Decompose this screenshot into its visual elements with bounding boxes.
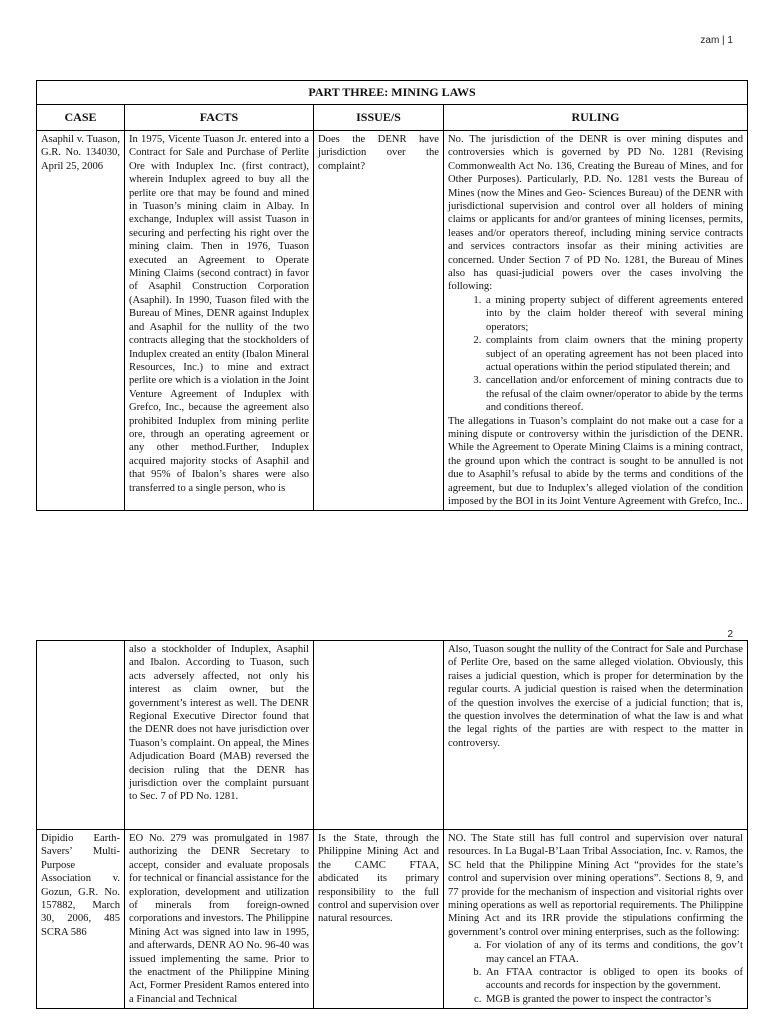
table-row <box>37 641 748 830</box>
column-header-case: CASE <box>37 105 125 131</box>
facts-cell <box>125 131 314 511</box>
facts-text: EO No. 279 was promulgated in 1987 authorizing the DENR Secretary to accept, consider and evaluate proposals for technical or financial assistance for the exploration, development and utilization of minerals from foreign-owned corporations and investors. The Philippine Mining Act was signed into law in 1995, and afterwards, DENR AO No. 96-40 was issued implementing the same. Prior to the enactment of the Philippine Mining Act, Former President Ramos entered into a Financial and Technical <box>129 833 310 1005</box>
issue-text: Does the DENR have jurisdiction over the complaint? <box>318 134 439 172</box>
case-cell <box>37 131 125 511</box>
page-number: 2 <box>727 629 733 640</box>
ruling-cell <box>444 641 748 830</box>
ruling-cell <box>444 830 748 1009</box>
case-cell <box>37 641 125 830</box>
list-item: b. An FTAA contractor is obliged to open its books of accounts and records for inspection by the government. <box>484 966 743 993</box>
column-header-facts: FACTS <box>125 105 314 131</box>
list-item: c. MGB is granted the power to inspect the contractor’s <box>484 993 743 1006</box>
ruling-text: Also, Tuason sought the nullity of the Contract for Sale and Purchase of Perlite Ore, based on the same alleged violation. Obviously, this raises a judicial question, which is proper for determination by the regular courts. A judicial question is raised when the determination of the question involves the exercise of a judicial function; that is, the question involves the determination of what the law is and what the legal rights of the parties are with respect to the matter in controversy. <box>448 644 743 749</box>
part-title: PART THREE: MINING LAWS <box>37 81 748 105</box>
case-cell <box>37 830 125 1009</box>
mining-laws-table-page2 <box>36 640 748 1009</box>
issue-cell <box>314 641 444 830</box>
column-header-ruling: RULING <box>444 105 748 131</box>
issue-cell <box>314 131 444 511</box>
ruling-intro: No. The jurisdiction of the DENR is over mining disputes and controversies which is governed by PD No. 1281 (Revising Commonwealth Act No. 136, Creating the Bureau of Mines, and for Other Purposes). Particularly, P.D. No. 1281 vests the Bureau of Mines (now the Mines and Geo- Sciences Bureau) of the DENR with jurisdictional supervision and control over all holders of mining claims or applicants for and/or grantees of mining licenses, permits, leases and/or operators thereof, including mining service contracts and services contractors insofar as their mining activities are concerned. Under Section 7 of PD No. 1281, the Bureau of Mines also has quasi-judicial powers over the cases involving the following: <box>448 134 744 293</box>
issue-text: Is the State, through the Philippine Mining Act and the CAMC FTAA, abdicated its primary responsibility to the full control and supervision over natural resources. <box>318 833 439 925</box>
ruling-cell <box>444 131 748 511</box>
facts-text: In 1975, Vicente Tuason Jr. entered into a Contract for Sale and Purchase of Perlite Ore with Induplex Inc. (first contract), wherein Induplex agreed to buy all the perlite ore that may be found and mined in Tuason’s mining claim in Albay. In exchange, Induplex will assist Tuason in securing and perfecting his right over the mining claim. Then in 1976, Tuason executed an Agreement to Operate Mining Claims (second contract) in favor of Asaphil Construction Corporation (Asaphil). In 1990, Tuason filed with the Bureau of Mines, DENR against Induplex and Asaphil for the nullity of the two contracts alleging that the stockholders of Induplex created an entity (Ibalon Mineral Resources, Inc.) to mine and extract perlite ore which is a violation in the Joint Venture Agreement of Induplex with Grefco, Inc., because the agreement also prohibited Induplex from mining perlite ore, through an operating agreement or any other method.Further, Induplex acquired majority stocks of Asaphil and that 95% of Ibalon’s shares were also transferred to a single person, who is <box>129 134 309 494</box>
case-citation: Dipidio Earth-Savers’ Multi-Purpose Association v. Gozun, G.R. No. 157882, March 30, 2006, 485 SCRA 586 <box>41 833 120 938</box>
ruling-list <box>448 294 743 415</box>
mining-laws-table-page1 <box>36 80 748 511</box>
page-header: zam | 1 <box>700 35 733 46</box>
list-item: 1. a mining property subject of different agreements entered into by the claim holder thereof with several mining operators; <box>484 294 743 334</box>
issue-cell <box>314 830 444 1009</box>
facts-cell <box>125 830 314 1009</box>
ruling-list <box>448 939 743 1006</box>
facts-text: also a stockholder of Induplex, Asaphil and Ibalon. According to Tuason, such acts adversely affected, not only his interest as claim owner, but the government’s interest as well. The DENR Regional Executive Director found that the DENR does not have jurisdiction over Tuason’s complaint. On appeal, the Mines Adjudication Board (MAB) reversed the decision ruling that the DENR has jurisdiction over the complaint pursuant to Sec. 7 of PD No. 1281. <box>129 644 309 803</box>
list-item: 3. cancellation and/or enforcement of mining contracts due to the refusal of the claim owner/operator to abide by the terms and conditions thereof. <box>484 374 743 414</box>
column-header-issues: ISSUE/S <box>314 105 444 131</box>
case-citation: Asaphil v. Tuason, G.R. No. 134030, April 25, 2006 <box>41 134 120 172</box>
list-item: 2. complaints from claim owners that the mining property subject of an operating agreement has not been placed into actual operations within the period stipulated therein; and <box>484 334 743 374</box>
ruling-conclusion: The allegations in Tuason’s complaint do not make out a case for a mining dispute or controversy within the jurisdiction of the DENR. While the Agreement to Operate Mining Claims is a mining contract, the ground upon which the contract is sought to be annulled is not due to Asaphil’s refusal to abide by the terms and conditions of the agreement, but due to Induplex’s alleged violation of the condition imposed by the BOI in its Joint Venture Agreement with Grefco, Inc.. <box>448 415 744 507</box>
ruling-intro: NO. The State still has full control and supervision over natural resources. In La Bugal-B’Laan Tribal Association, Inc. v. Ramos, the SC held that the Philippine Mining Act “provides for the state’s control and supervision over mining operations”. Sections 8, 9, and 77 provide for the mechanism of inspection and visitorial rights over mining operations as well as reportorial requirements. The Philippine Mining Act and its IRR provide the stipulations confirming the government’s control over mining enterprises, such as the following: <box>448 833 743 938</box>
facts-cell <box>125 641 314 830</box>
table-row <box>37 131 748 511</box>
list-item: a. For violation of any of its terms and conditions, the gov’t may cancel an FTAA. <box>484 939 743 966</box>
table-row <box>37 830 748 1009</box>
